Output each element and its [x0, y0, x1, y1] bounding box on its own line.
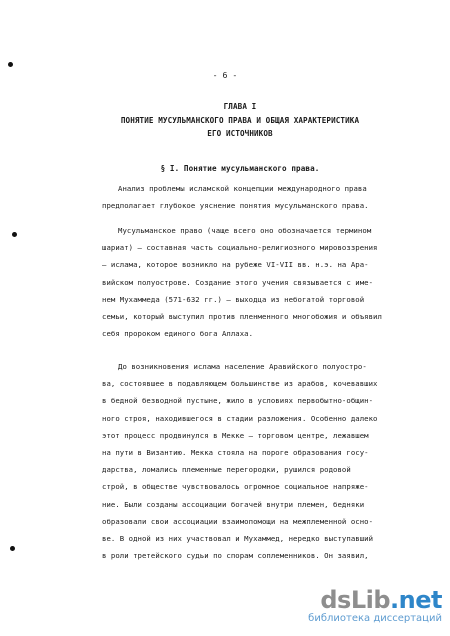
paragraph-3 [102, 358, 424, 564]
text-line: на пути в Византию. Мекка стояла на пороге образования госу- [102, 447, 369, 457]
text-line: вийском полуострове. Создание этого учения связывается с име- [102, 277, 374, 287]
text-line: ве. В одной из них участвовал и Мухаммед, нередко выступавший [102, 533, 374, 543]
chapter-title-line-2: ЕГО ИСТОЧНИКОВ [207, 129, 273, 138]
text-line: ного строя, находившегося в стадии разложения. Особенно далеко [102, 413, 378, 423]
text-line: семьи, который выступил против пленменного многобожия и объявил [102, 311, 382, 321]
paragraph-1 [102, 180, 424, 214]
text-line: Мусульманское право (чаще всего оно обозначается термином [118, 226, 372, 235]
watermark-logo-part2: .net [390, 586, 442, 614]
chapter-title-line-1: ПОНЯТИЕ МУСУЛЬМАНСКОГО ПРАВА И ОБЩАЯ ХАРАКТЕРИСТИКА [120, 116, 360, 125]
watermark-subtitle: библиотека диссертаций [308, 613, 442, 624]
text-line: шариат) – составная часть социально-религиозного мировоззрения [102, 243, 378, 253]
page-number: - 6 - [212, 70, 238, 80]
watermark-logo [320, 586, 442, 614]
text-line: нем Мухаммеда (571-632 гг.) – выходца из небогатой торговой [102, 294, 365, 304]
chapter-heading: ГЛАВА I [223, 102, 257, 111]
text-line: дарства, ломались племенные перегородки, рушился родовой [102, 465, 351, 475]
text-line: образовали свои ассоциации взаимопомощи на межплеменной осно- [102, 516, 374, 526]
paragraph-2 [102, 222, 424, 342]
text-line: этот процесс продвинулся в Мекке – торговом центре, лежавшем [102, 430, 369, 440]
text-line: в роли третейского судьи по спорам соплеменников. Он заявил, [102, 551, 369, 561]
section-heading: § I. Понятие мусульманского права. [160, 164, 320, 173]
binding-hole-mark [10, 546, 15, 551]
text-line: себя пророком единого бога Аллаха. [102, 329, 254, 339]
text-line: строй, в обществе чувствовалось огромное социальное напряже- [102, 482, 369, 492]
watermark-logo-part1: dsLib [320, 586, 391, 614]
watermark [308, 586, 442, 626]
binding-hole-mark [8, 62, 13, 67]
text-line: – ислама, которое возникло на рубеже VI-VII вв. н.э. на Ара- [102, 260, 369, 270]
text-line: предполагает глубокое уяснение понятия мусульманского права. [102, 201, 369, 211]
text-line: ние. Были созданы ассоциации богачей внутри племен, бедняки [102, 499, 365, 509]
text-line: в бедной безводной пустыне, жило в условиях первобытно-общин- [102, 396, 374, 406]
text-line: До возникновения ислама население Аравийского полуостро- [118, 362, 367, 371]
binding-hole-mark [12, 232, 17, 237]
text-line: Анализ проблемы исламской концепции международного права [118, 184, 367, 193]
text-line: ва, состоявшее в подавляющем большинстве из арабов, кочевавших [102, 379, 378, 389]
